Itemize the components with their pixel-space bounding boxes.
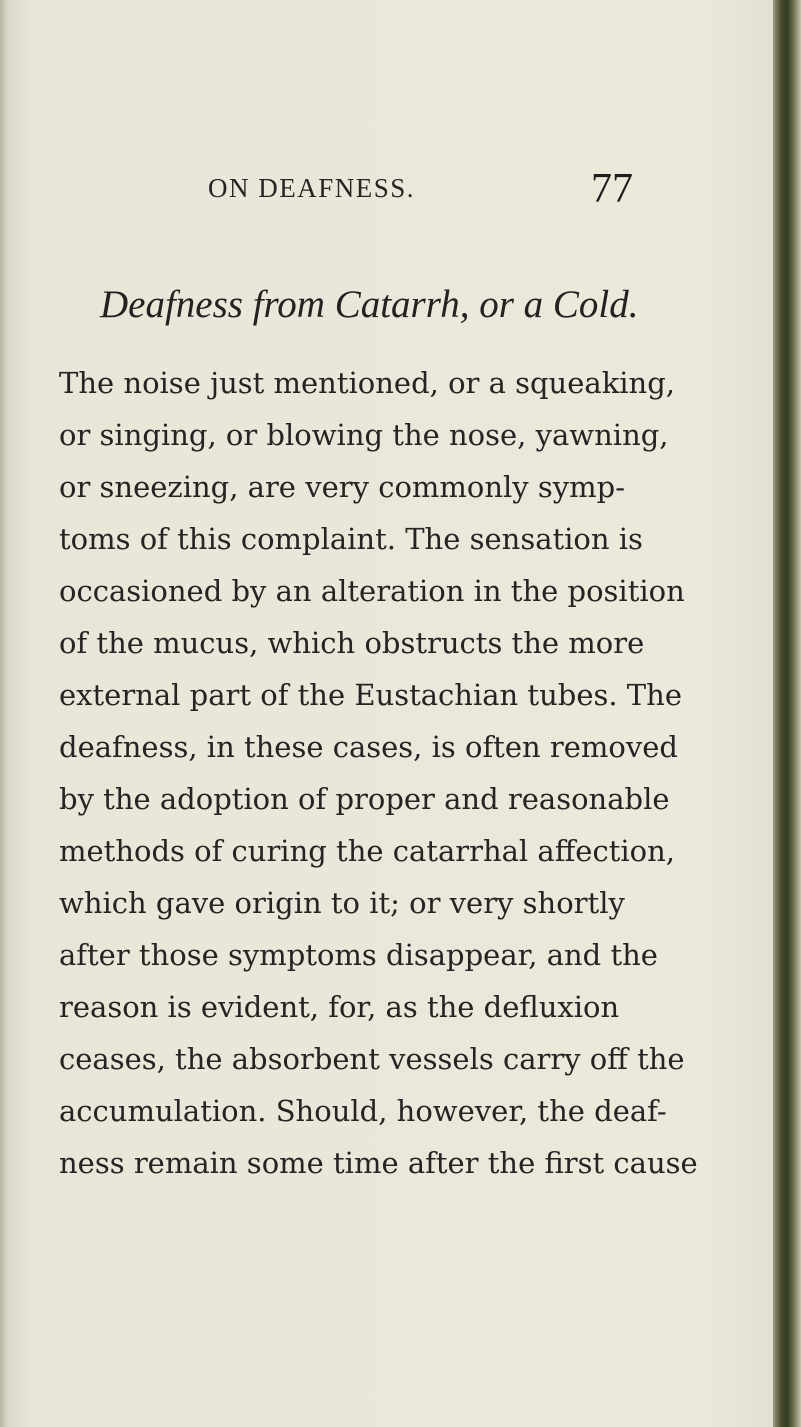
- section-title: Deafness from Catarrh, or a Cold.: [100, 283, 639, 326]
- running-head: ON DEAFNESS.: [208, 173, 416, 203]
- text-line: reason is evident, for, as the defluxion: [59, 990, 620, 1024]
- text-line: or singing, or blowing the nose, yawning,: [59, 418, 669, 452]
- text-line: deafness, in these cases, is often removed: [59, 730, 678, 764]
- text-line: which gave origin to it; or very shortly: [59, 886, 625, 920]
- text-line: ceases, the absorbent vessels carry off the: [59, 1042, 685, 1076]
- text-line: by the adoption of proper and reasonable: [59, 782, 670, 816]
- page-number: 77: [591, 166, 633, 212]
- text-line: occasioned by an alteration in the position: [59, 574, 685, 608]
- text-line: after those symptoms disappear, and the: [59, 938, 658, 972]
- text-line: or sneezing, are very commonly symp-: [59, 470, 626, 504]
- page-edge-shadow: [0, 0, 8, 1427]
- text-line: ness remain some time after the first cause: [59, 1146, 698, 1180]
- text-line: methods of curing the catarrhal affection,: [59, 834, 675, 868]
- text-line: accumulation. Should, however, the deaf-: [59, 1094, 667, 1128]
- text-line: toms of this complaint. The sensation is: [59, 522, 643, 556]
- text-line: of the mucus, which obstructs the more: [59, 626, 645, 660]
- page-header: [208, 165, 658, 215]
- book-spine-edge: [773, 0, 801, 1427]
- text-line: The noise just mentioned, or a squeaking,: [59, 366, 675, 400]
- text-line: external part of the Eustachian tubes. The: [59, 678, 682, 712]
- body-text: [59, 357, 759, 1189]
